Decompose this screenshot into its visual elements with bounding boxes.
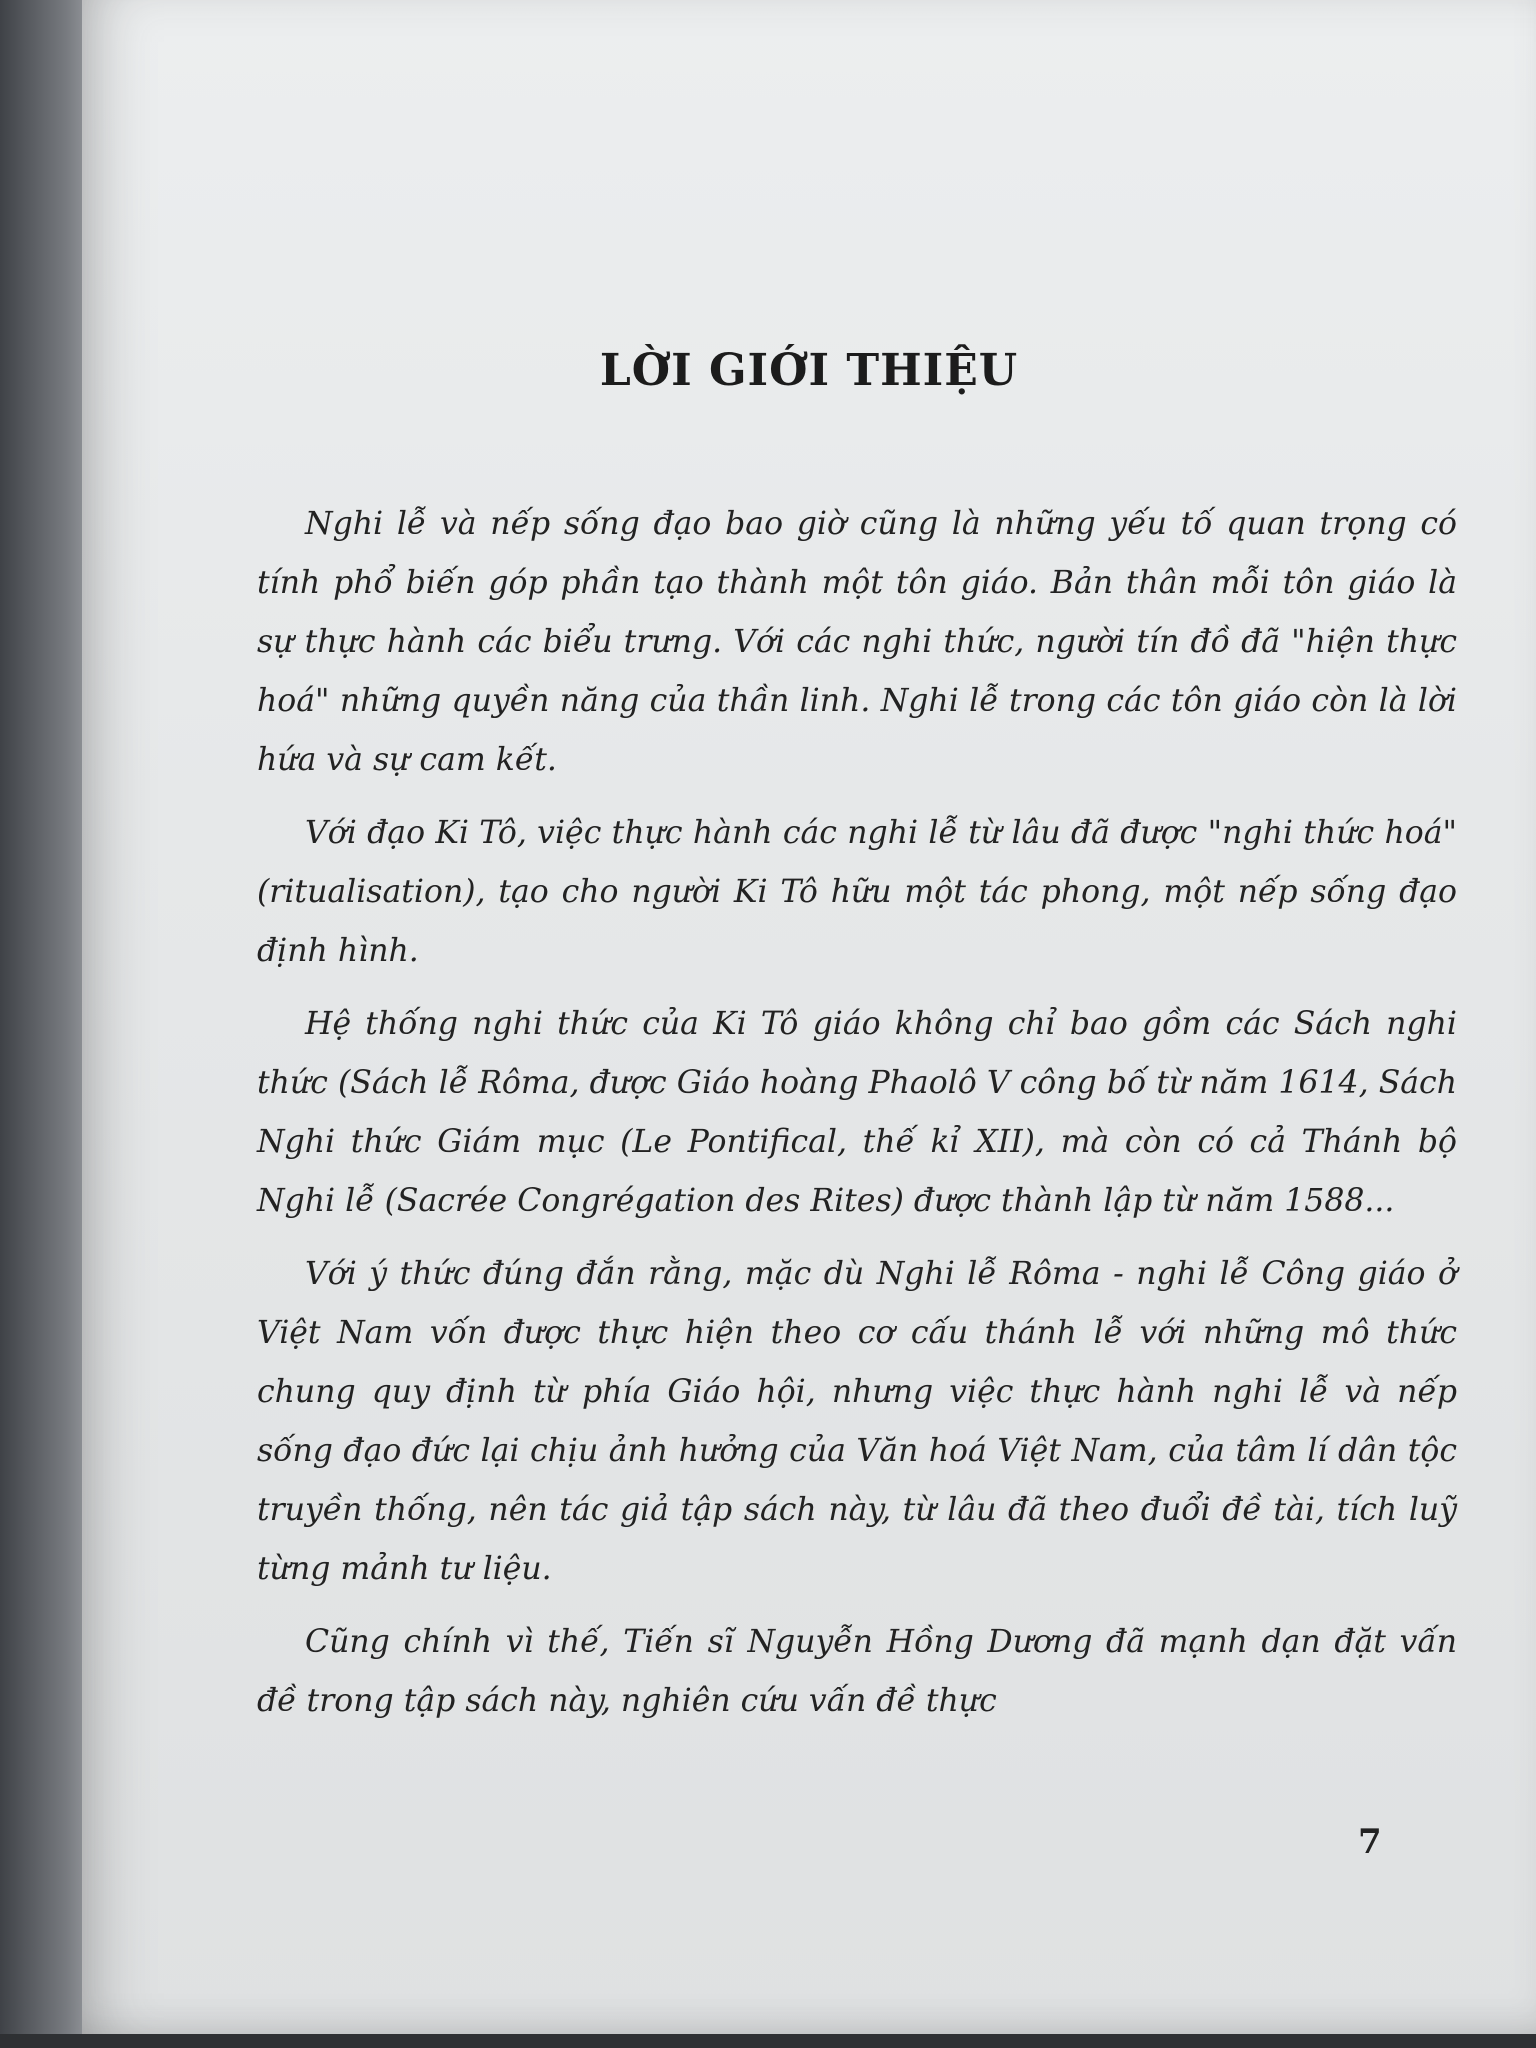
page-bottom-edge — [0, 2034, 1536, 2048]
paragraph: Cũng chính vì thế, Tiến sĩ Nguyễn Hồng Dương đã mạnh dạn đặt vấn đề trong tập sách này, nghiên cứu vấn đề thực — [257, 1624, 1457, 1719]
paragraph: Với ý thức đúng đắn rằng, mặc dù Nghi lễ Rôma - nghi lễ Công giáo ở Việt Nam vốn được thực hiện theo cơ cấu thánh lễ với những mô thức chung quy định từ phía Giáo hội, nhưng việc thực hành nghi lễ và nếp sống đạo đức lại chịu ảnh hưởng của Văn hoá Việt Nam, của tâm lí dân tộc truyền thống, nên tác giả tập sách này, từ lâu đã theo đuổi đề tài, tích luỹ từng mảnh tư liệu. — [257, 1256, 1457, 1587]
paragraph: Nghi lễ và nếp sống đạo bao giờ cũng là những yếu tố quan trọng có tính phổ biến góp phần tạo thành một tôn giáo. Bản thân mỗi tôn giáo là sự thực hành các biểu trưng. Với các nghi thức, người tín đồ đã "hiện thực hoá" những quyền năng của thần linh. Nghi lễ trong các tôn giáo còn là lời hứa và sự cam kết. — [257, 506, 1457, 778]
paragraph: Với đạo Ki Tô, việc thực hành các nghi lễ từ lâu đã được "nghi thức hoá" (ritualisation), tạo cho người Ki Tô hữu một tác phong, một nếp sống đạo định hình. — [257, 815, 1457, 969]
page-number: 7 — [1358, 1822, 1382, 1862]
body-text — [257, 495, 1457, 1745]
paragraph: Hệ thống nghi thức của Ki Tô giáo không chỉ bao gồm các Sách nghi thức (Sách lễ Rôma, được Giáo hoàng Phaolô V công bố từ năm 1614, Sách Nghi thức Giám mục (Le Pontifical, thế kỉ XII), mà còn có cả Thánh bộ Nghi lễ (Sacrée Congrégation des Rites) được thành lập từ năm 1588... — [257, 1006, 1457, 1219]
book-page — [82, 0, 1536, 2035]
page-title: LỜI GIỚI THIỆU — [599, 345, 1019, 396]
